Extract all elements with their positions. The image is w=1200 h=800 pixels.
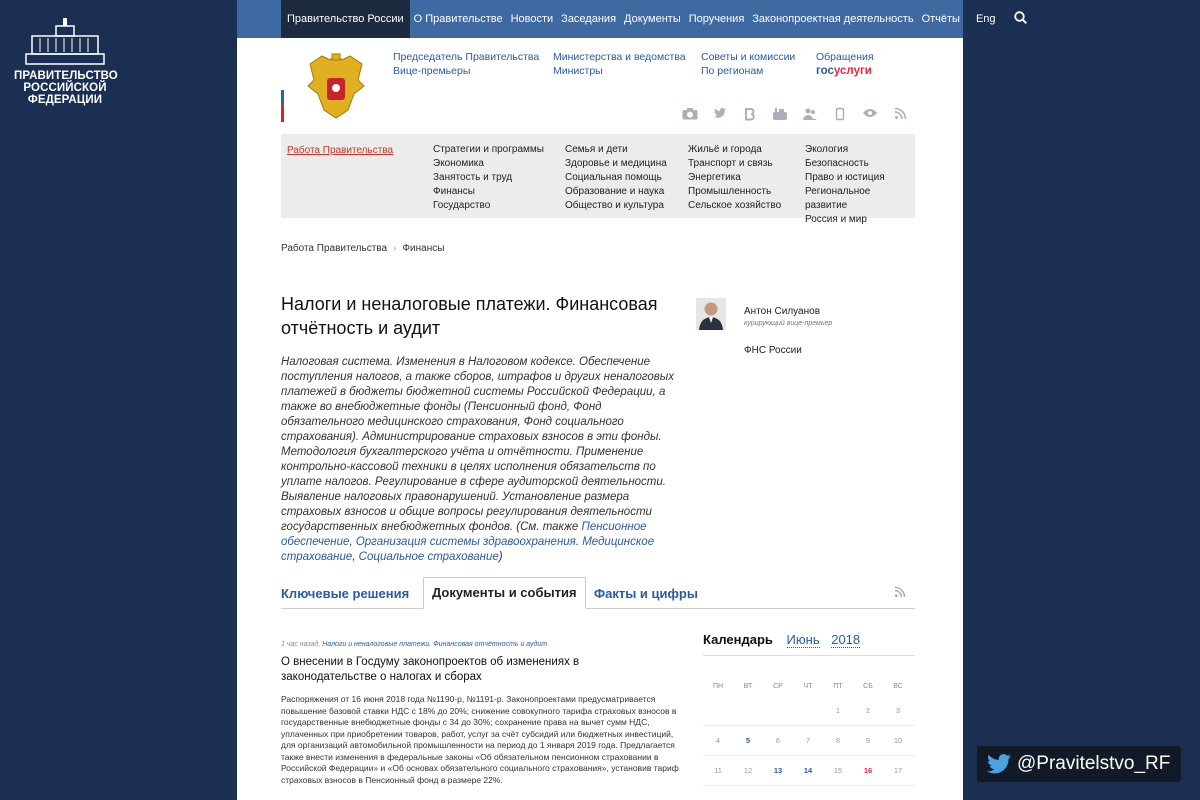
- calendar-day[interactable]: 4: [715, 736, 721, 745]
- calendar-day[interactable]: 15: [833, 766, 843, 775]
- nav-meetings[interactable]: Заседания: [561, 13, 617, 25]
- menu-item[interactable]: Россия и мир: [805, 214, 867, 225]
- menu-item[interactable]: Общество и культура: [565, 200, 664, 211]
- page-description: [281, 355, 683, 565]
- calendar-day[interactable]: 8: [835, 736, 841, 745]
- tab-facts-figures[interactable]: Факты и цифры: [594, 586, 698, 601]
- rss-icon[interactable]: [895, 587, 905, 600]
- nav-news[interactable]: Новости: [510, 13, 554, 25]
- menu-col-2: [565, 143, 667, 213]
- calendar-weekday: ПН: [712, 682, 724, 690]
- menu-item[interactable]: Региональное развитие: [805, 186, 871, 211]
- camera-icon[interactable]: [675, 108, 705, 123]
- calendar-week-row: [703, 756, 915, 786]
- link-appeals[interactable]: Обращения: [816, 51, 874, 63]
- breadcrumb: [281, 243, 444, 254]
- white-house-icon: [26, 16, 104, 66]
- menu-government-work[interactable]: Работа Правительства: [287, 145, 394, 156]
- menu-item[interactable]: Семья и дети: [565, 144, 628, 155]
- group-icon[interactable]: [795, 108, 825, 123]
- menu-col-3: [688, 143, 781, 213]
- search-icon[interactable]: [1014, 11, 1027, 27]
- menu-item[interactable]: Транспорт и связь: [688, 158, 773, 169]
- twitter-handle: @Pravitelstvo_RF: [1017, 753, 1171, 774]
- calendar-day[interactable]: 9: [865, 736, 871, 745]
- calendar-weekdays: [703, 676, 915, 696]
- person-role: курирующий вице-премьер: [744, 320, 833, 327]
- calendar: [703, 624, 915, 786]
- nav-reports[interactable]: Отчёты: [921, 13, 960, 25]
- menu-item[interactable]: Энергетика: [688, 172, 741, 183]
- content-tabs: [281, 577, 915, 609]
- calendar-day[interactable]: 14: [803, 766, 813, 775]
- header-col-1: [393, 50, 539, 78]
- menu-item[interactable]: Экология: [805, 144, 849, 155]
- news-time: 1 час назад,: [281, 641, 323, 648]
- calendar-day[interactable]: 7: [805, 736, 811, 745]
- agency-link[interactable]: ФНС России: [744, 345, 802, 356]
- gosuslugi-part-1: гос: [816, 65, 834, 77]
- social-icons: [675, 108, 915, 123]
- youtube-icon[interactable]: [765, 108, 795, 123]
- description-separator: ,: [352, 551, 359, 563]
- nav-legislation[interactable]: Законопроектная деятельность: [752, 13, 914, 25]
- twitter-icon: [987, 754, 1011, 774]
- link-social-insurance[interactable]: Социальное страхование: [358, 551, 499, 563]
- vk-icon[interactable]: [735, 108, 765, 123]
- link-ministries[interactable]: Министерства и ведомства: [553, 51, 686, 63]
- calendar-weekday: ВС: [893, 682, 903, 690]
- menu-item[interactable]: Экономика: [433, 158, 484, 169]
- person-name[interactable]: Антон Силуанов: [744, 306, 821, 317]
- header-col-3: [701, 50, 795, 78]
- twitter-badge[interactable]: [977, 746, 1181, 782]
- news-body: Распоряжения от 16 июня 2018 года №1190-р, №1191-р. Законопроектами предусматривается повышение базовой ставки НДС с 18% до 20%; снижение совокупного тарифа страховых взносов в государственные внебюджетные фонды с 34 до 30%; сохранение права на вычет сумм НДС, уплаченных при приобретении товаров, работ, услуг за счёт субсидий или бюджетных инвестиций, для организаций автомобильной промышленности на период до 1 января 2019 года. Предлагается также внести изменения в федеральные законы «Об обязательном пенсионном страховании в Российской Федерации» и «Об основах обязательного социального страхования», установив тариф страховых взносов в Пенсионный фонд в размере 22%.: [281, 694, 679, 785]
- calendar-day[interactable]: 11: [714, 766, 722, 775]
- logo-line-3: ФЕДЕРАЦИИ: [27, 94, 103, 106]
- logo-line-2: РОССИЙСКОЙ: [23, 82, 107, 94]
- nav-english[interactable]: Eng: [975, 13, 996, 25]
- breadcrumb-item-1[interactable]: Работа Правительства: [281, 243, 388, 254]
- link-pension[interactable]: Пенсионное обеспечение: [281, 521, 647, 548]
- calendar-day[interactable]: 2: [865, 706, 871, 715]
- flag-stripe: [281, 74, 284, 122]
- gosuslugi-logo[interactable]: [816, 64, 874, 78]
- calendar-week-row: [703, 726, 915, 756]
- nav-government-russia[interactable]: Правительство России: [281, 0, 410, 38]
- menu-item[interactable]: Здоровье и медицина: [565, 158, 667, 169]
- menu-item[interactable]: Сельское хозяйство: [688, 200, 782, 211]
- chevron-right-icon: ›: [393, 243, 397, 254]
- avatar[interactable]: [696, 298, 726, 330]
- link-chairman[interactable]: Председатель Правительства: [393, 51, 540, 63]
- calendar-day[interactable]: 10: [893, 736, 903, 745]
- menu-item[interactable]: Финансы: [433, 186, 475, 197]
- gosuslugi-part-2: услуги: [833, 65, 872, 77]
- calendar-day[interactable]: 13: [773, 766, 783, 775]
- menu-item[interactable]: Занятость и труд: [433, 172, 513, 183]
- link-medical-insurance[interactable]: Медицинское страхование: [281, 536, 655, 563]
- calendar-day[interactable]: 6: [775, 736, 781, 745]
- twitter-icon[interactable]: [705, 108, 735, 123]
- top-navigation: [237, 0, 996, 38]
- calendar-weekday: ПТ: [833, 682, 843, 690]
- rss-icon[interactable]: [885, 108, 915, 123]
- menu-item[interactable]: Безопасность: [805, 158, 869, 169]
- description-text: Налоговая система. Изменения в Налоговом кодексе. Обеспечение поступления налогов, а также сборов, штрафов и других неналоговых платежей в бюджеты бюджетной системы Российской Федерации, а также во внебюджетные фонды (Пенсионный фонд, Фонд обязательного медицинского страхования, Фонд социального страхования). Администрирование страховых взносов в эти фонды. Методология бухгалтерского учёта и отчётности. Применение контрольно-кассовой техники в целях исполнения обязательств по уплате налогов. Регулирование в сфере аудиторской деятельности. Выявление налоговых правонарушений. Установление размера страховых взносов и общие вопросы регулирования деятельности государственных внебюджетных фондов. (См. также: [281, 356, 674, 533]
- tab-key-decisions[interactable]: Ключевые решения: [281, 586, 410, 601]
- menu-item[interactable]: Образование и наука: [565, 186, 665, 197]
- link-ministers[interactable]: Министры: [553, 65, 603, 77]
- header-col-2: [553, 50, 686, 78]
- nav-about-government[interactable]: О Правительстве: [413, 13, 503, 25]
- description-separator: .: [575, 536, 583, 548]
- calendar-weekday: ВТ: [743, 682, 753, 690]
- nav-instructions[interactable]: Поручения: [688, 13, 745, 25]
- menu-item[interactable]: Социальная помощь: [565, 172, 662, 183]
- calendar-month-select[interactable]: Июнь: [786, 632, 820, 647]
- header-col-4: [816, 50, 874, 78]
- description-close: ): [498, 551, 503, 563]
- mobile-icon[interactable]: [825, 108, 855, 123]
- government-logo[interactable]: [14, 16, 116, 106]
- page-title: Налоги и неналоговые платежи. Финансовая отчётность и аудит: [281, 294, 658, 338]
- menu-item[interactable]: Право и юстиция: [805, 172, 885, 183]
- nav-documents[interactable]: Документы: [624, 13, 681, 25]
- menu-item[interactable]: Промышленность: [688, 186, 772, 197]
- calendar-weekday: ЧТ: [803, 682, 813, 690]
- news-category-link[interactable]: Налоги и неналоговые платежи. Финансовая отчётность и аудит: [322, 641, 548, 648]
- logo-line-1: ПРАВИТЕЛЬСТВО: [14, 70, 118, 82]
- link-vice-premiers[interactable]: Вице-премьеры: [393, 65, 471, 77]
- menu-col-1: [433, 143, 544, 213]
- main-page: [237, 0, 996, 800]
- tab-documents-events[interactable]: Документы и события: [423, 577, 586, 609]
- coat-of-arms-icon[interactable]: [304, 50, 368, 127]
- calendar-day[interactable]: 17: [893, 766, 903, 775]
- description-separator: ,: [349, 536, 356, 548]
- calendar-grid: [703, 676, 915, 786]
- breadcrumb-item-2[interactable]: Финансы: [402, 243, 445, 254]
- calendar-year-select[interactable]: 2018: [831, 632, 861, 647]
- menu-item[interactable]: Государство: [433, 200, 491, 211]
- calendar-weekday: СР: [773, 682, 783, 690]
- menu-col-4: [805, 143, 915, 227]
- menu-item[interactable]: Стратегии и программы: [433, 144, 544, 155]
- link-regions[interactable]: По регионам: [701, 65, 764, 77]
- calendar-header: [703, 624, 915, 656]
- calendar-day[interactable]: 3: [895, 706, 901, 715]
- topics-menu: [281, 134, 915, 225]
- link-healthcare[interactable]: Организация системы здравоохранения: [355, 536, 576, 548]
- calendar-day[interactable]: 12: [743, 766, 753, 775]
- calendar-day[interactable]: 16: [863, 766, 873, 775]
- calendar-day[interactable]: 5: [745, 736, 751, 745]
- news-meta: [281, 641, 547, 648]
- calendar-title: Календарь: [703, 632, 773, 647]
- menu-item[interactable]: Жильё и города: [688, 144, 762, 155]
- eye-icon[interactable]: [855, 108, 885, 123]
- calendar-weekday: СБ: [863, 682, 873, 690]
- calendar-day[interactable]: 1: [835, 706, 841, 715]
- calendar-week-row: [703, 696, 915, 726]
- news-title[interactable]: О внесении в Госдуму законопроектов об изменениях в законодательстве о налогах и сборах: [281, 656, 580, 683]
- link-councils[interactable]: Советы и комиссии: [701, 51, 796, 63]
